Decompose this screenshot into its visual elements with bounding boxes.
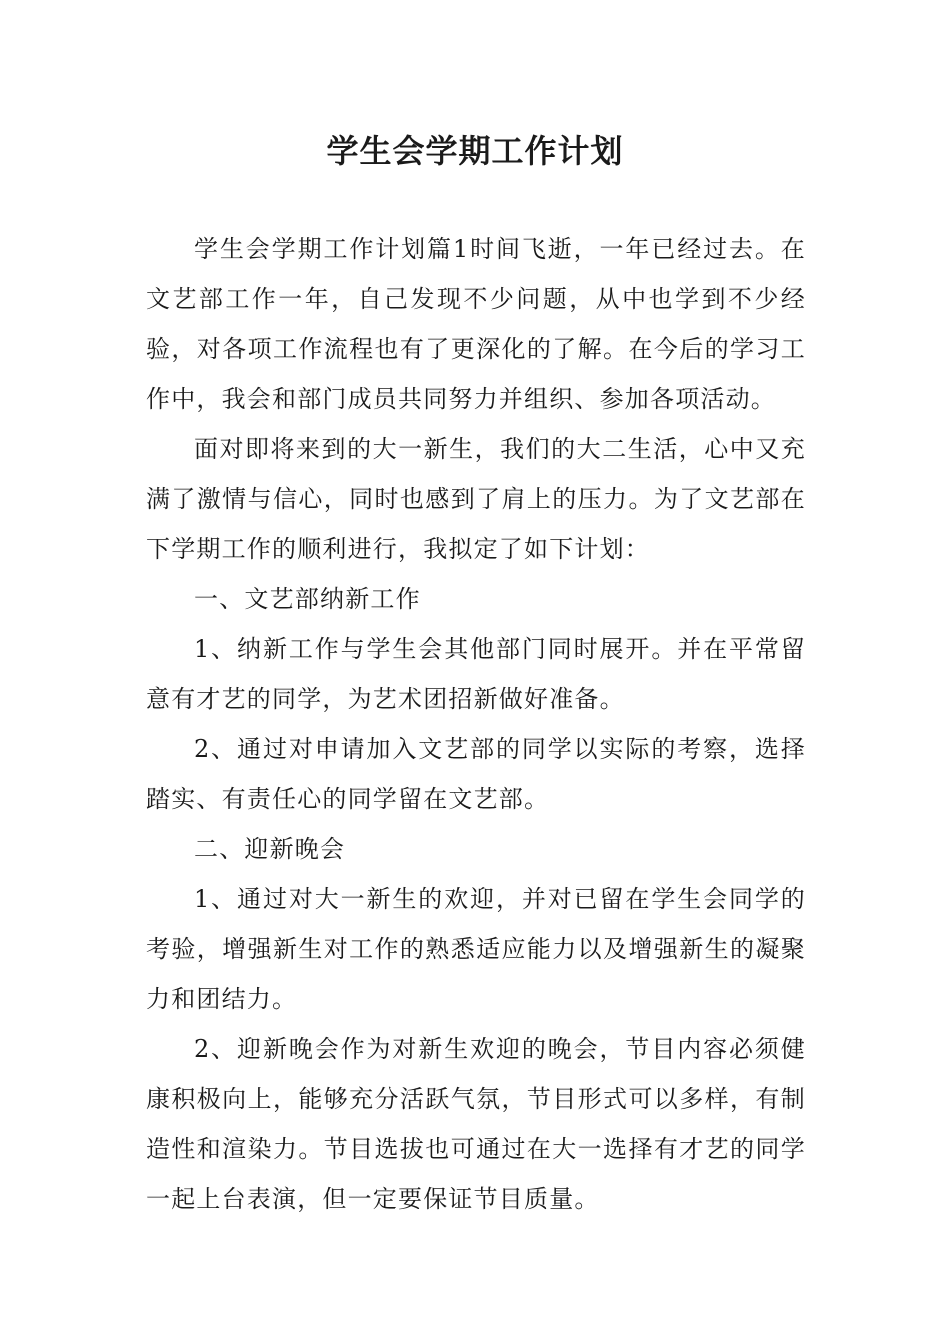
document-body	[146, 224, 806, 1224]
document-title: 学生会学期工作计划	[326, 132, 624, 170]
section-heading-recruitment: 一、文艺部纳新工作	[194, 585, 421, 613]
section-heading-welcome-party: 二、迎新晚会	[194, 835, 346, 863]
paragraph-recruitment-item-2: 2、通过对申请加入文艺部的同学以实际的考察，选择踏实、有责任心的同学留在文艺部。	[146, 735, 806, 813]
paragraph-context: 面对即将来到的大一新生，我们的大二生活，心中又充满了激情与信心，同时也感到了肩上的压力。为了文艺部在下学期工作的顺利进行，我拟定了如下计划：	[146, 435, 806, 563]
paragraph-recruitment-item-1: 1、纳新工作与学生会其他部门同时展开。并在平常留意有才艺的同学，为艺术团招新做好准备。	[146, 635, 806, 713]
paragraph-intro: 学生会学期工作计划篇1时间飞逝，一年已经过去。在文艺部工作一年，自己发现不少问题，从中也学到不少经验，对各项工作流程也有了更深化的了解。在今后的学习工作中，我会和部门成员共同努力并组织、参加各项活动。	[146, 235, 806, 413]
paragraph-welcome-party-item-1: 1、通过对大一新生的欢迎，并对已留在学生会同学的考验，增强新生对工作的熟悉适应能力以及增强新生的凝聚力和团结力。	[146, 885, 806, 1013]
paragraph-welcome-party-item-2: 2、迎新晚会作为对新生欢迎的晚会，节目内容必须健康积极向上，能够充分活跃气氛，节目形式可以多样，有制造性和渲染力。节目选拔也可通过在大一选择有才艺的同学一起上台表演，但一定要保证节目质量。	[146, 1035, 806, 1213]
